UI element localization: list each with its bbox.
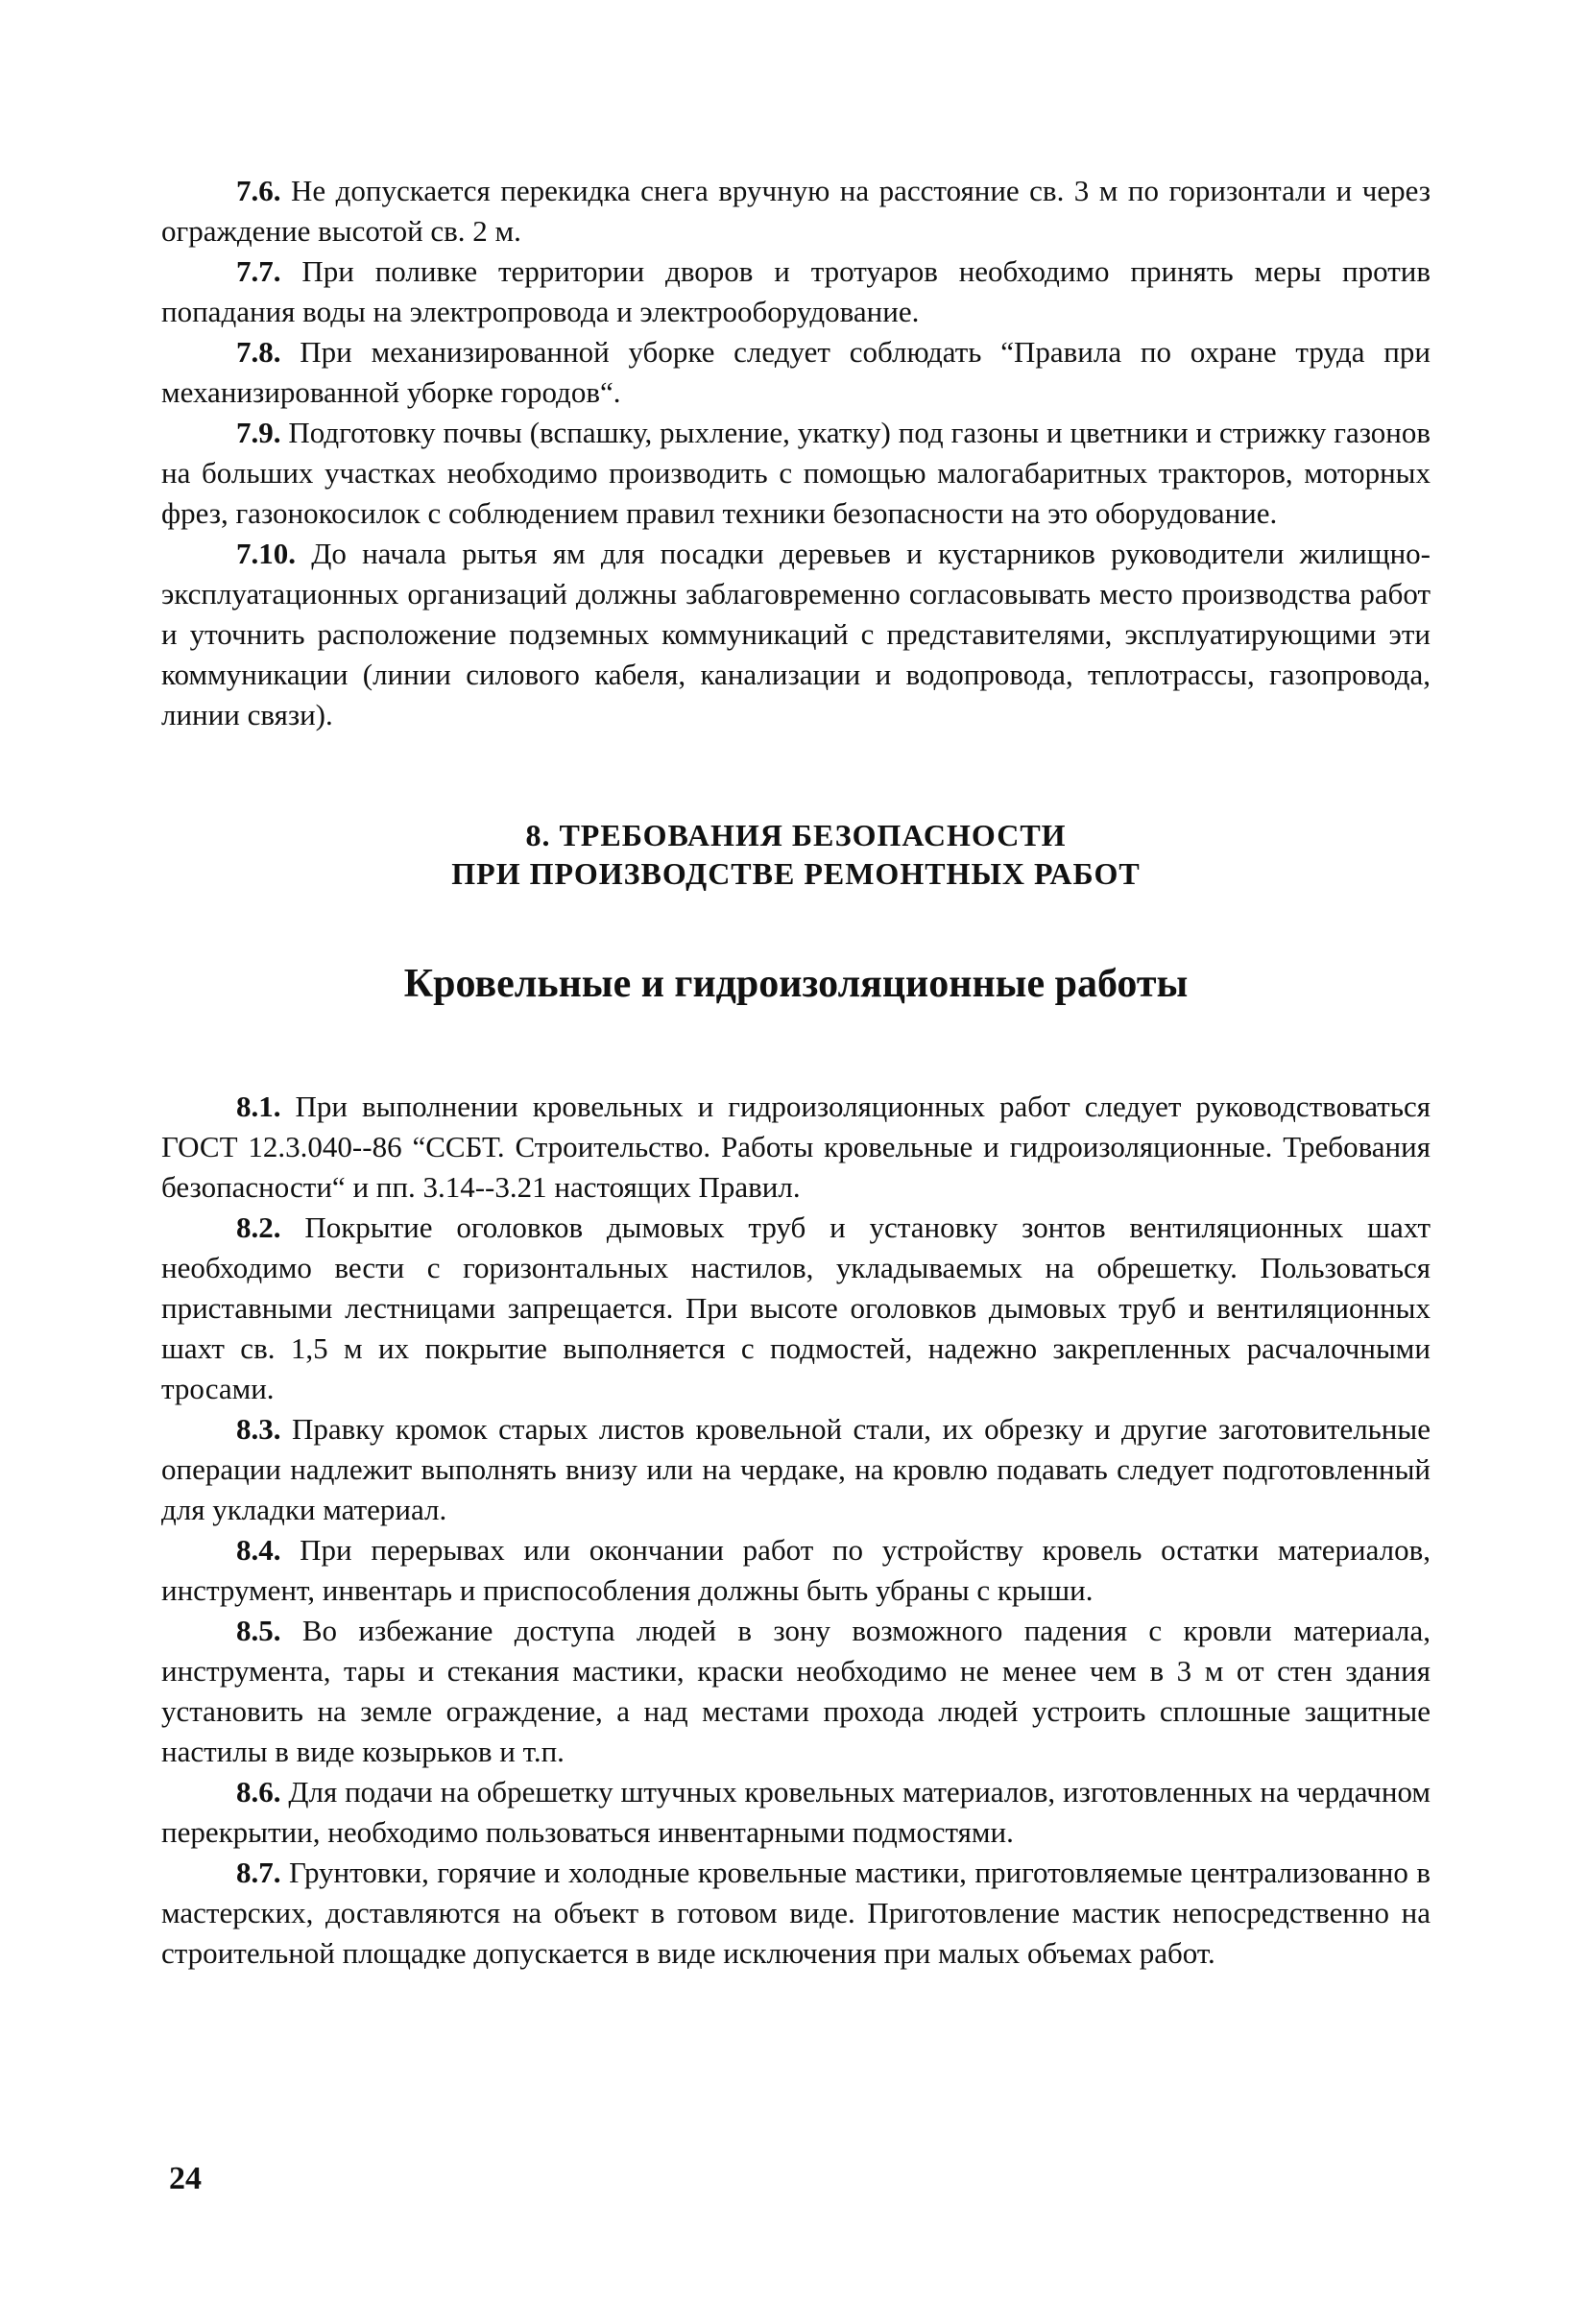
- paragraph-number: 7.6.: [236, 174, 281, 207]
- paragraph-7-8: [161, 332, 1431, 413]
- paragraph-number: 8.6.: [236, 1775, 281, 1809]
- paragraph-text: Правку кромок старых листов кровельной стали, их обрезку и другие заготовительные операции надлежит выполнять внизу или на чердаке, на кровлю подавать следует подготовленный для укладки материал.: [161, 1412, 1431, 1526]
- paragraph-text: Покрытие оголовков дымовых труб и установку зонтов вентиляционных шахт необходимо вести с горизонтальных настилов, укладываемых на обрешетку. Пользоваться приставными лестницами запрещается. При высоте оголовков дымовых труб и вентиляционных шахт св. 1,5 м их покрытие выполняется с подмостей, надежно закрепленных расчалочными тросами.: [161, 1210, 1431, 1405]
- subsection-heading: Кровельные и гидроизоляционные работы: [403, 962, 1189, 1006]
- paragraph-text: До начала рытья ям для посадки деревьев и кустарников руководители жилищно-эксплуатационных организаций должны заблаговременно согласовывать место производства работ и уточнить расположение подземных коммуникаций с представителями, эксплуатирующими эти коммуникации (линии силового кабеля, канализации и водопровода, теплотрассы, газопровода, линии связи).: [161, 537, 1431, 731]
- paragraph-number: 7.9.: [236, 416, 281, 449]
- paragraph-number: 7.7.: [236, 254, 281, 288]
- paragraph-8-7: [161, 1853, 1431, 1974]
- section-heading-line-2: ПРИ ПРОИЗВОДСТВЕ РЕМОНТНЫХ РАБОТ: [451, 856, 1141, 891]
- paragraph-8-4: [161, 1530, 1431, 1611]
- paragraph-number: 8.7.: [236, 1856, 281, 1889]
- paragraph-8-5: [161, 1611, 1431, 1772]
- paragraph-text: Не допускается перекидка снега вручную на расстояние св. 3 м по горизонтали и через ограждение высотой св. 2 м.: [161, 174, 1431, 248]
- paragraph-number: 8.3.: [236, 1412, 281, 1446]
- paragraph-number: 8.1.: [236, 1090, 281, 1123]
- paragraph-7-7: [161, 252, 1431, 332]
- paragraph-number: 7.10.: [236, 537, 296, 570]
- paragraph-8-3: [161, 1409, 1431, 1530]
- paragraph-text: При выполнении кровельных и гидроизоляционных работ следует руководствоваться ГОСТ 12.3.040--86 “ССБТ. Строительство. Работы кровельные и гидроизоляционные. Требования безопасности“ и пп. 3.14--3.21 настоящих Правил.: [161, 1090, 1431, 1204]
- paragraph-number: 8.4.: [236, 1533, 281, 1567]
- section-heading: [161, 816, 1431, 893]
- paragraph-number: 7.8.: [236, 335, 281, 369]
- paragraph-8-2: [161, 1208, 1431, 1409]
- paragraph-8-6: [161, 1772, 1431, 1853]
- paragraph-text: Во избежание доступа людей в зону возможного падения с кровли материала, инструмента, тары и стекания мастики, краски необходимо не менее чем в 3 м от стен здания установить на земле ограждение, а над местами прохода людей устроить сплошные защитные настилы в виде козырьков и т.п.: [161, 1614, 1431, 1768]
- paragraph-number: 8.5.: [236, 1614, 281, 1647]
- paragraph-8-1: [161, 1087, 1431, 1208]
- page-number: 24: [169, 2161, 202, 2196]
- paragraph-text: При механизированной уборке следует соблюдать “Правила по охране труда при механизированной уборке городов“.: [161, 335, 1431, 409]
- section-heading-line-1: 8. ТРЕБОВАНИЯ БЕЗОПАСНОСТИ: [525, 818, 1067, 852]
- page-content: [161, 171, 1431, 1974]
- paragraph-number: 8.2.: [236, 1210, 281, 1244]
- paragraph-text: Подготовку почвы (вспашку, рыхление, укатку) под газоны и цветники и стрижку газонов на больших участках необходимо производить с помощью малогабаритных тракторов, моторных фрез, газонокосилок с соблюдением правил техники безопасности на это оборудование.: [161, 416, 1431, 530]
- paragraph-text: Грунтовки, горячие и холодные кровельные мастики, приготовляемые централизованно в мастерских, доставляются на объект в готовом виде. Приготовление мастик непосредственно на строительной площадке допускается в виде исключения при малых объемах работ.: [161, 1856, 1431, 1970]
- paragraph-text: Для подачи на обрешетку штучных кровельных материалов, изготовленных на чердачном перекрытии, необходимо пользоваться инвентарными подмостями.: [161, 1775, 1431, 1849]
- paragraph-text: При поливке территории дворов и тротуаров необходимо принять меры против попадания воды на электропровода и электрооборудование.: [161, 254, 1431, 328]
- paragraph-7-9: [161, 413, 1431, 534]
- paragraph-text: При перерывах или окончании работ по устройству кровель остатки материалов, инструмент, инвентарь и приспособления должны быть убраны с крыши.: [161, 1533, 1431, 1607]
- paragraph-7-6: [161, 171, 1431, 252]
- paragraph-7-10: [161, 534, 1431, 735]
